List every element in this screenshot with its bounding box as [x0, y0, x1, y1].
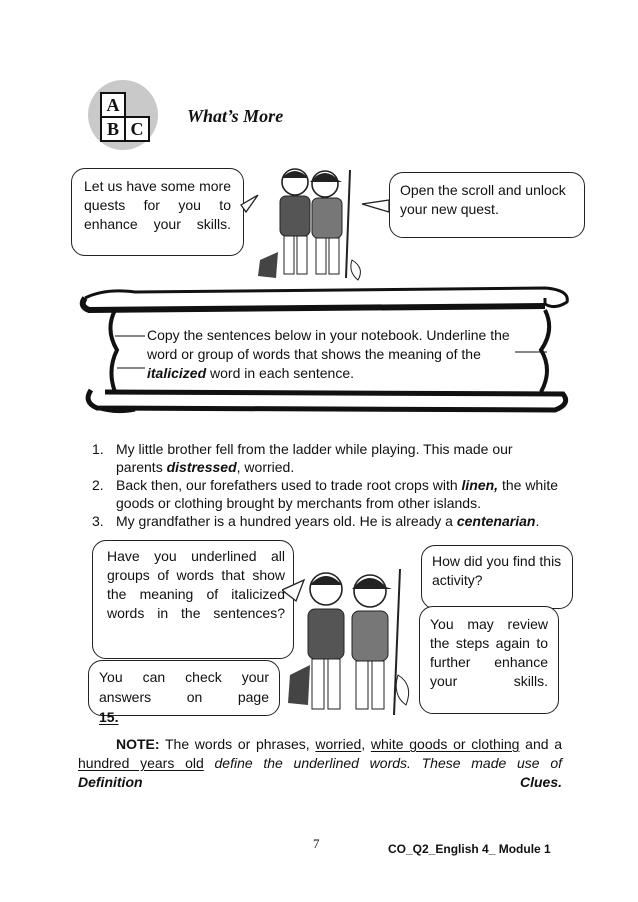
- note-paragraph: NOTE: The words or phrases, worried, white goods or clothing and a hundred years old define the underlined words. These made use of Definition Clues.: [78, 736, 563, 790]
- speech-bubble-mid-right: How did you find this activity?: [421, 545, 573, 609]
- section-title: What’s More: [187, 106, 284, 126]
- page-number: 7: [313, 836, 320, 851]
- block-c: C: [124, 116, 150, 142]
- speech-bubble-mid-left: Have you underlined all groups of words that show the meaning of italicized words in the sentences?: [92, 540, 294, 659]
- speech-bubble-lower-right: You may review the steps again to further enhance your skills.: [419, 606, 559, 714]
- speech-bubble-top-left: Let us have some more quests for you to enhance your skills.: [71, 168, 244, 256]
- hikers-illustration-top: [240, 160, 390, 285]
- sentence-list: [92, 440, 562, 530]
- scroll-instructions: Copy the sentences below in your notebook. Underline the word or group of words that shows the meaning of the italicized word in each sentence.: [147, 327, 510, 381]
- speech-bubble-bottom-left: You can check your answers on page 15.: [88, 660, 280, 716]
- list-item: 3. My grandfather is a hundred years old. He is already a centenarian.: [92, 513, 540, 529]
- block-a: A: [100, 92, 126, 118]
- hikers-illustration-middle: [282, 555, 422, 725]
- speech-bubble-top-right: Open the scroll and unlock your new quest.: [389, 172, 585, 238]
- list-item: 1. My little brother fell from the ladder while playing. This made our parents distressed, worried.: [92, 441, 513, 475]
- list-item: 2. Back then, our forefathers used to trade root crops with linen, the white goods or clothing brought by merchants from other islands.: [92, 477, 559, 511]
- abc-blocks-icon: [88, 80, 158, 150]
- block-b: B: [100, 116, 126, 142]
- module-footer: CO_Q2_English 4_ Module 1: [388, 842, 551, 856]
